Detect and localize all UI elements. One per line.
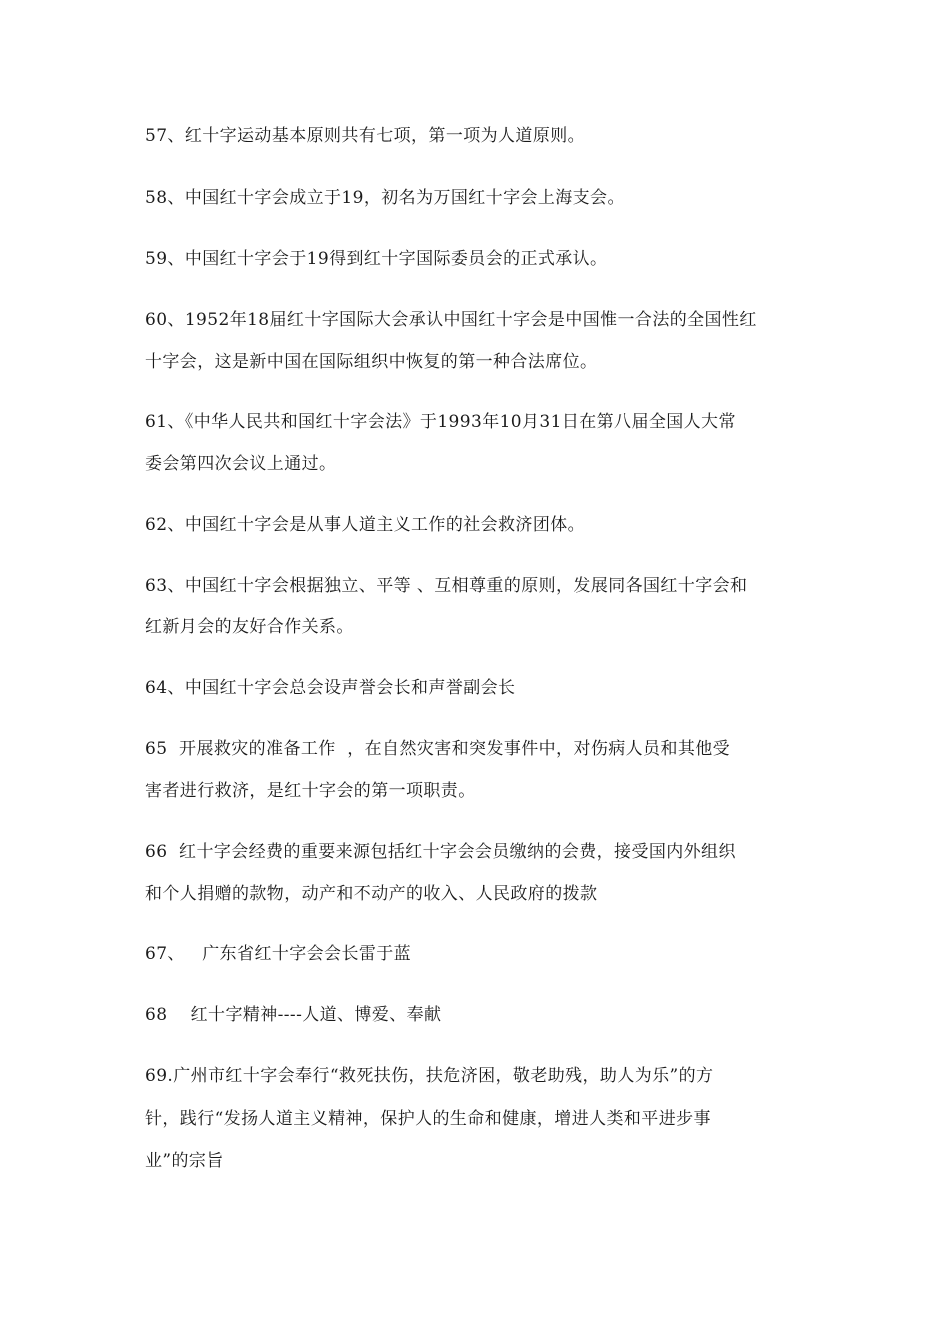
item-67-line-1: 67、 广东省红十字会会长雷于蓝 (145, 944, 412, 964)
item-64-line-1: 64、中国红十字会总会设声誉会长和声誉副会长 (145, 678, 516, 698)
item-68-line-1: 68 红十字精神----人道、博爱、奉献 (145, 1005, 442, 1025)
item-63-line-2: 红新月会的友好合作关系。 (145, 617, 354, 637)
item-60-line-1: 60、1952年18届红十字国际大会承认中国红十字会是中国惟一合法的全国性红 (145, 310, 757, 330)
item-65-line-1: 65 开展救灾的准备工作 ，在自然灾害和突发事件中，对伤病人员和其他受 (145, 739, 731, 759)
item-65-line-2: 害者进行救济，是红十字会的第一项职责。 (145, 781, 476, 801)
item-69-line-1: 69.广州市红十字会奉行“救死扶伤，扶危济困，敬老助残，助人为乐”的方 (145, 1066, 714, 1086)
item-59-line-1: 59、中国红十字会于19得到红十字国际委员会的正式承认。 (145, 249, 608, 269)
item-69-line-3: 业”的宗旨 (145, 1151, 224, 1171)
item-66-line-1: 66 红十字会经费的重要来源包括红十字会会员缴纳的会费，接受国内外组织 (145, 842, 736, 862)
item-61-line-1: 61、《中华人民共和国红十字会法》于1993年10月31日在第八届全国人大常 (145, 412, 736, 432)
item-57-line-1: 57、红十字运动基本原则共有七项，第一项为人道原则。 (145, 126, 586, 146)
item-61-line-2: 委会第四次会议上通过。 (145, 454, 337, 474)
item-60-line-2: 十字会，这是新中国在国际组织中恢复的第一种合法席位。 (145, 352, 598, 372)
item-63-line-1: 63、中国红十字会根据独立、平等 、互相尊重的原则，发展同各国红十字会和 (145, 576, 748, 596)
item-62-line-1: 62、中国红十字会是从事人道主义工作的社会救济团体。 (145, 515, 586, 535)
item-69-line-2: 针，践行“发扬人道主义精神，保护人的生命和健康，增进人类和平进步事 (145, 1109, 711, 1129)
item-66-line-2: 和个人捐赠的款物，动产和不动产的收入、人民政府的拨款 (145, 884, 598, 904)
item-58-line-1: 58、中国红十字会成立于19，初名为万国红十字会上海支会。 (145, 188, 625, 208)
